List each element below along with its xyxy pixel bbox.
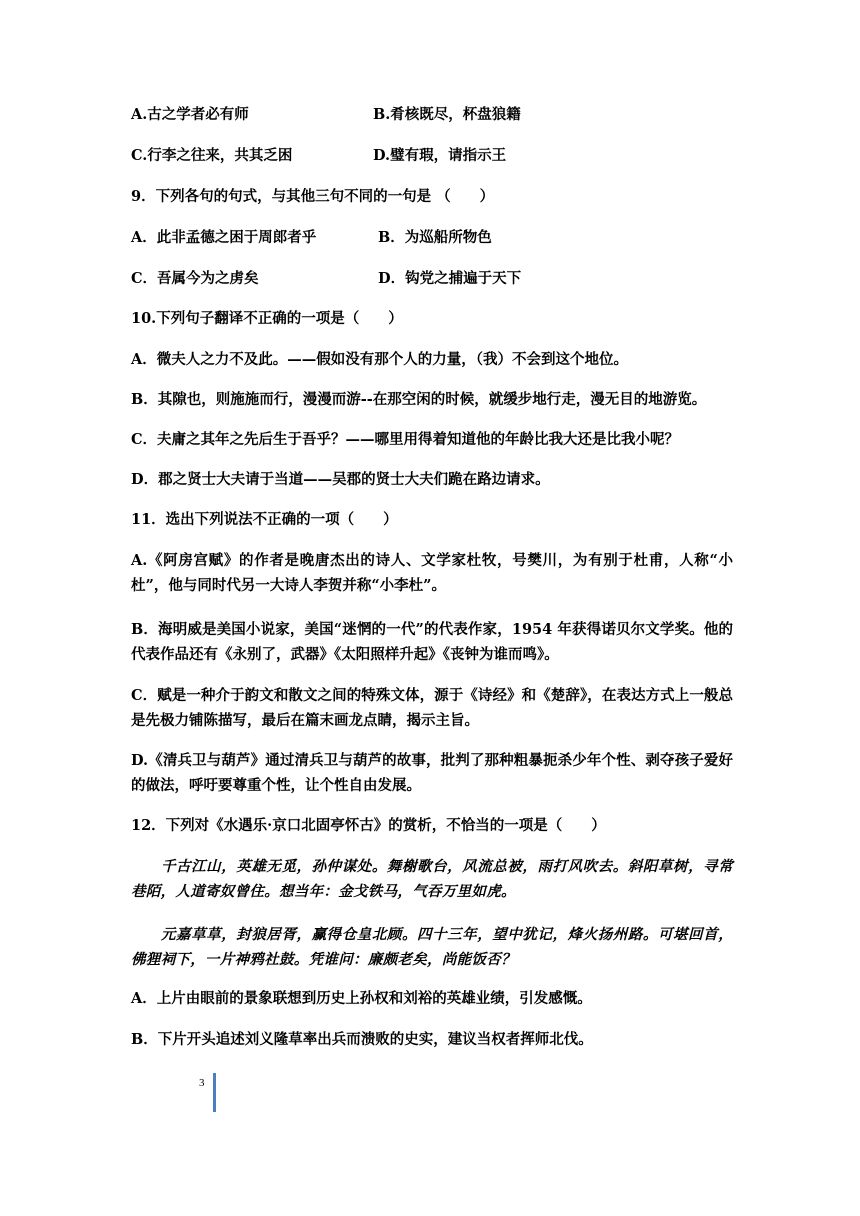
q12-poem-part2: 元嘉草草，封狼居胥，赢得仓皇北顾。四十三年，望中犹记，烽火扬州路。可堪回首，佛狸祠下，一片神鸦社鼓。凭谁问：廉颇老矣，尚能饭否？: [131, 926, 733, 968]
q10-option-a: A．微夫人之力不及此。——假如没有那个人的力量，（我）不会到这个地位。: [131, 351, 628, 368]
q8-option-a: A.古之学者必有师: [131, 106, 249, 123]
q10-option-d: D．郡之贤士大夫请于当道——吴郡的贤士大夫们跪在路边请求。: [131, 471, 550, 488]
q9-option-d: D．钩党之捕遍于天下: [378, 270, 522, 287]
q12-poem-part1: 千古江山，英雄无觅，孙仲谋处。舞榭歌台，风流总被，雨打风吹去。斜阳草树，寻常巷陌，人道寄奴曾住。想当年：金戈铁马，气吞万里如虎。: [131, 858, 733, 900]
q11-option-a: A.《阿房宫赋》的作者是晚唐杰出的诗人、文学家杜牧，号樊川，为有别于杜甫，人称“小杜”，他与同时代另一大诗人李贺并称“小李杜”。: [131, 552, 733, 594]
q10-option-c: C．夫庸之其年之先后生于吾乎？——哪里用得着知道他的年龄比我大还是比我小呢？: [131, 431, 680, 448]
page-number: 3: [199, 1077, 205, 1089]
footer-divider: [213, 1073, 216, 1112]
q8-option-b: B.肴核既尽，杯盘狼籍: [373, 106, 521, 123]
q11-option-b: B．海明威是美国小说家，美国“迷惘的一代”的代表作家，1954 年获得诺贝尔文学奖。他的代表作品还有《永别了，武器》《太阳照样升起》《丧钟为谁而鸣》。: [131, 621, 733, 663]
q12-option-a: A．上片由眼前的景象联想到历史上孙权和刘裕的英雄业绩，引发感慨。: [131, 990, 592, 1007]
q12-option-b: B．下片开头追述刘义隆草率出兵而溃败的史实，建议当权者挥师北伐。: [131, 1031, 593, 1048]
q8-option-c: C.行李之往来，共其乏困: [131, 147, 293, 164]
q11-option-c: C．赋是一种介于韵文和散文之间的特殊文体，源于《诗经》和《楚辞》，在表达方式上一般总是先极力铺陈描写，最后在篇末画龙点睛，揭示主旨。: [131, 687, 733, 729]
q9-option-b: B．为巡船所物色: [378, 229, 492, 246]
q10-option-b: B．其隙也，则施施而行，漫漫而游--在那空闲的时候，就缓步地行走，漫无目的地游览。: [131, 391, 707, 408]
q9-option-a: A．此非孟德之困于周郎者乎: [131, 229, 317, 246]
q9-stem: 9．下列各句的句式，与其他三句不同的一句是 （ ）: [131, 188, 495, 205]
q12-stem: 12．下列对《水遇乐·京口北固亭怀古》的赏析，不恰当的一项是（ ）: [131, 817, 606, 834]
q11-stem: 11．选出下列说法不正确的一项（ ）: [131, 511, 398, 528]
q8-option-d: D.璧有瑕，请指示王: [373, 147, 507, 164]
q9-option-c: C．吾属今为之虏矣: [131, 270, 259, 287]
q11-option-d: D.《清兵卫与葫芦》通过清兵卫与葫芦的故事，批判了那种粗暴扼杀少年个性、剥夺孩子爱好的做法，呼吁要尊重个性，让个性自由发展。: [131, 752, 733, 794]
q10-stem: 10.下列句子翻译不正确的一项是（ ）: [131, 310, 403, 327]
